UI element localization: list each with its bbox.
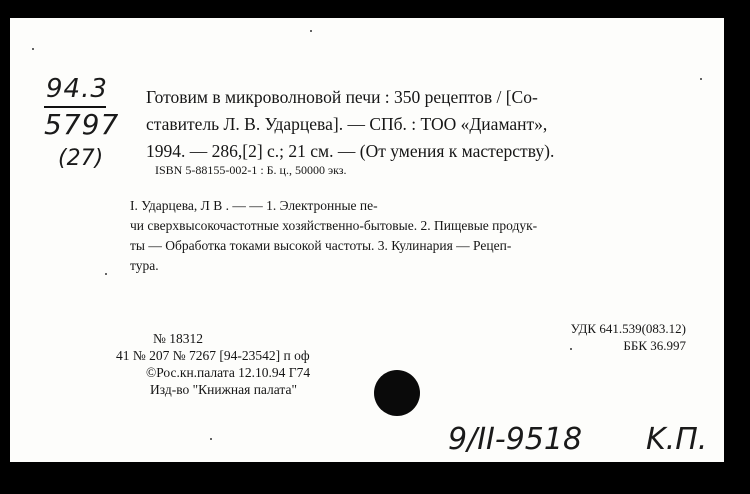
- record-line: 41 № 207 № 7267 [94-23542] п оф: [116, 348, 310, 363]
- punch-hole: [374, 370, 420, 416]
- speck: [210, 438, 212, 440]
- classification-codes: [571, 320, 686, 354]
- record-line: № 18312: [153, 331, 204, 346]
- subject-headings: [130, 196, 537, 276]
- record-line: Изд-во "Книжная палата": [150, 382, 297, 397]
- subject-line: чи сверхвысокочастотные хозяйственно-бытовые. 2. Пищевые продук-: [130, 218, 538, 233]
- subject-line: тура.: [130, 258, 159, 273]
- isbn-line: ISBN 5-88155-002-1 : Б. ц., 50000 экз.: [155, 163, 347, 177]
- title-line: 1994. — 286,[2] с.; 21 см. — (От умения к мастерству).: [146, 141, 555, 161]
- handwritten-number: 9/II-9518: [448, 422, 583, 457]
- speck: [700, 78, 702, 80]
- record-line: ©Рос.кн.палата 12.10.94 Г74: [146, 365, 311, 380]
- title-line: ставитель Л. В. Ударцева]. — СПб. : ТОО «Диамант»,: [146, 114, 548, 134]
- bibliographic-description: [146, 84, 554, 165]
- speck: [105, 273, 107, 275]
- subject-line: ты — Обработка токами высокой частоты. 3. Кулинария — Рецеп-: [130, 238, 512, 253]
- udk-code: УДК 641.539(083.12): [570, 321, 686, 336]
- record-numbers: [116, 330, 311, 398]
- speck: [310, 30, 312, 32]
- subject-line: I. Ударцева, Л В . — — 1. Электронные пе-: [130, 198, 378, 213]
- bbk-code: ББК 36.997: [623, 338, 686, 353]
- catalog-card: [10, 18, 724, 462]
- speck: [32, 48, 34, 50]
- title-line: Готовим в микроволновой печи : 350 рецептов / [Со-: [146, 87, 538, 107]
- handwritten-initials: K.П.: [646, 422, 708, 457]
- shelfmark-bottom: 5797: [44, 108, 120, 141]
- shelfmark-top: 94.3: [46, 74, 108, 104]
- speck: [570, 348, 572, 350]
- shelfmark-note: (27): [58, 146, 104, 171]
